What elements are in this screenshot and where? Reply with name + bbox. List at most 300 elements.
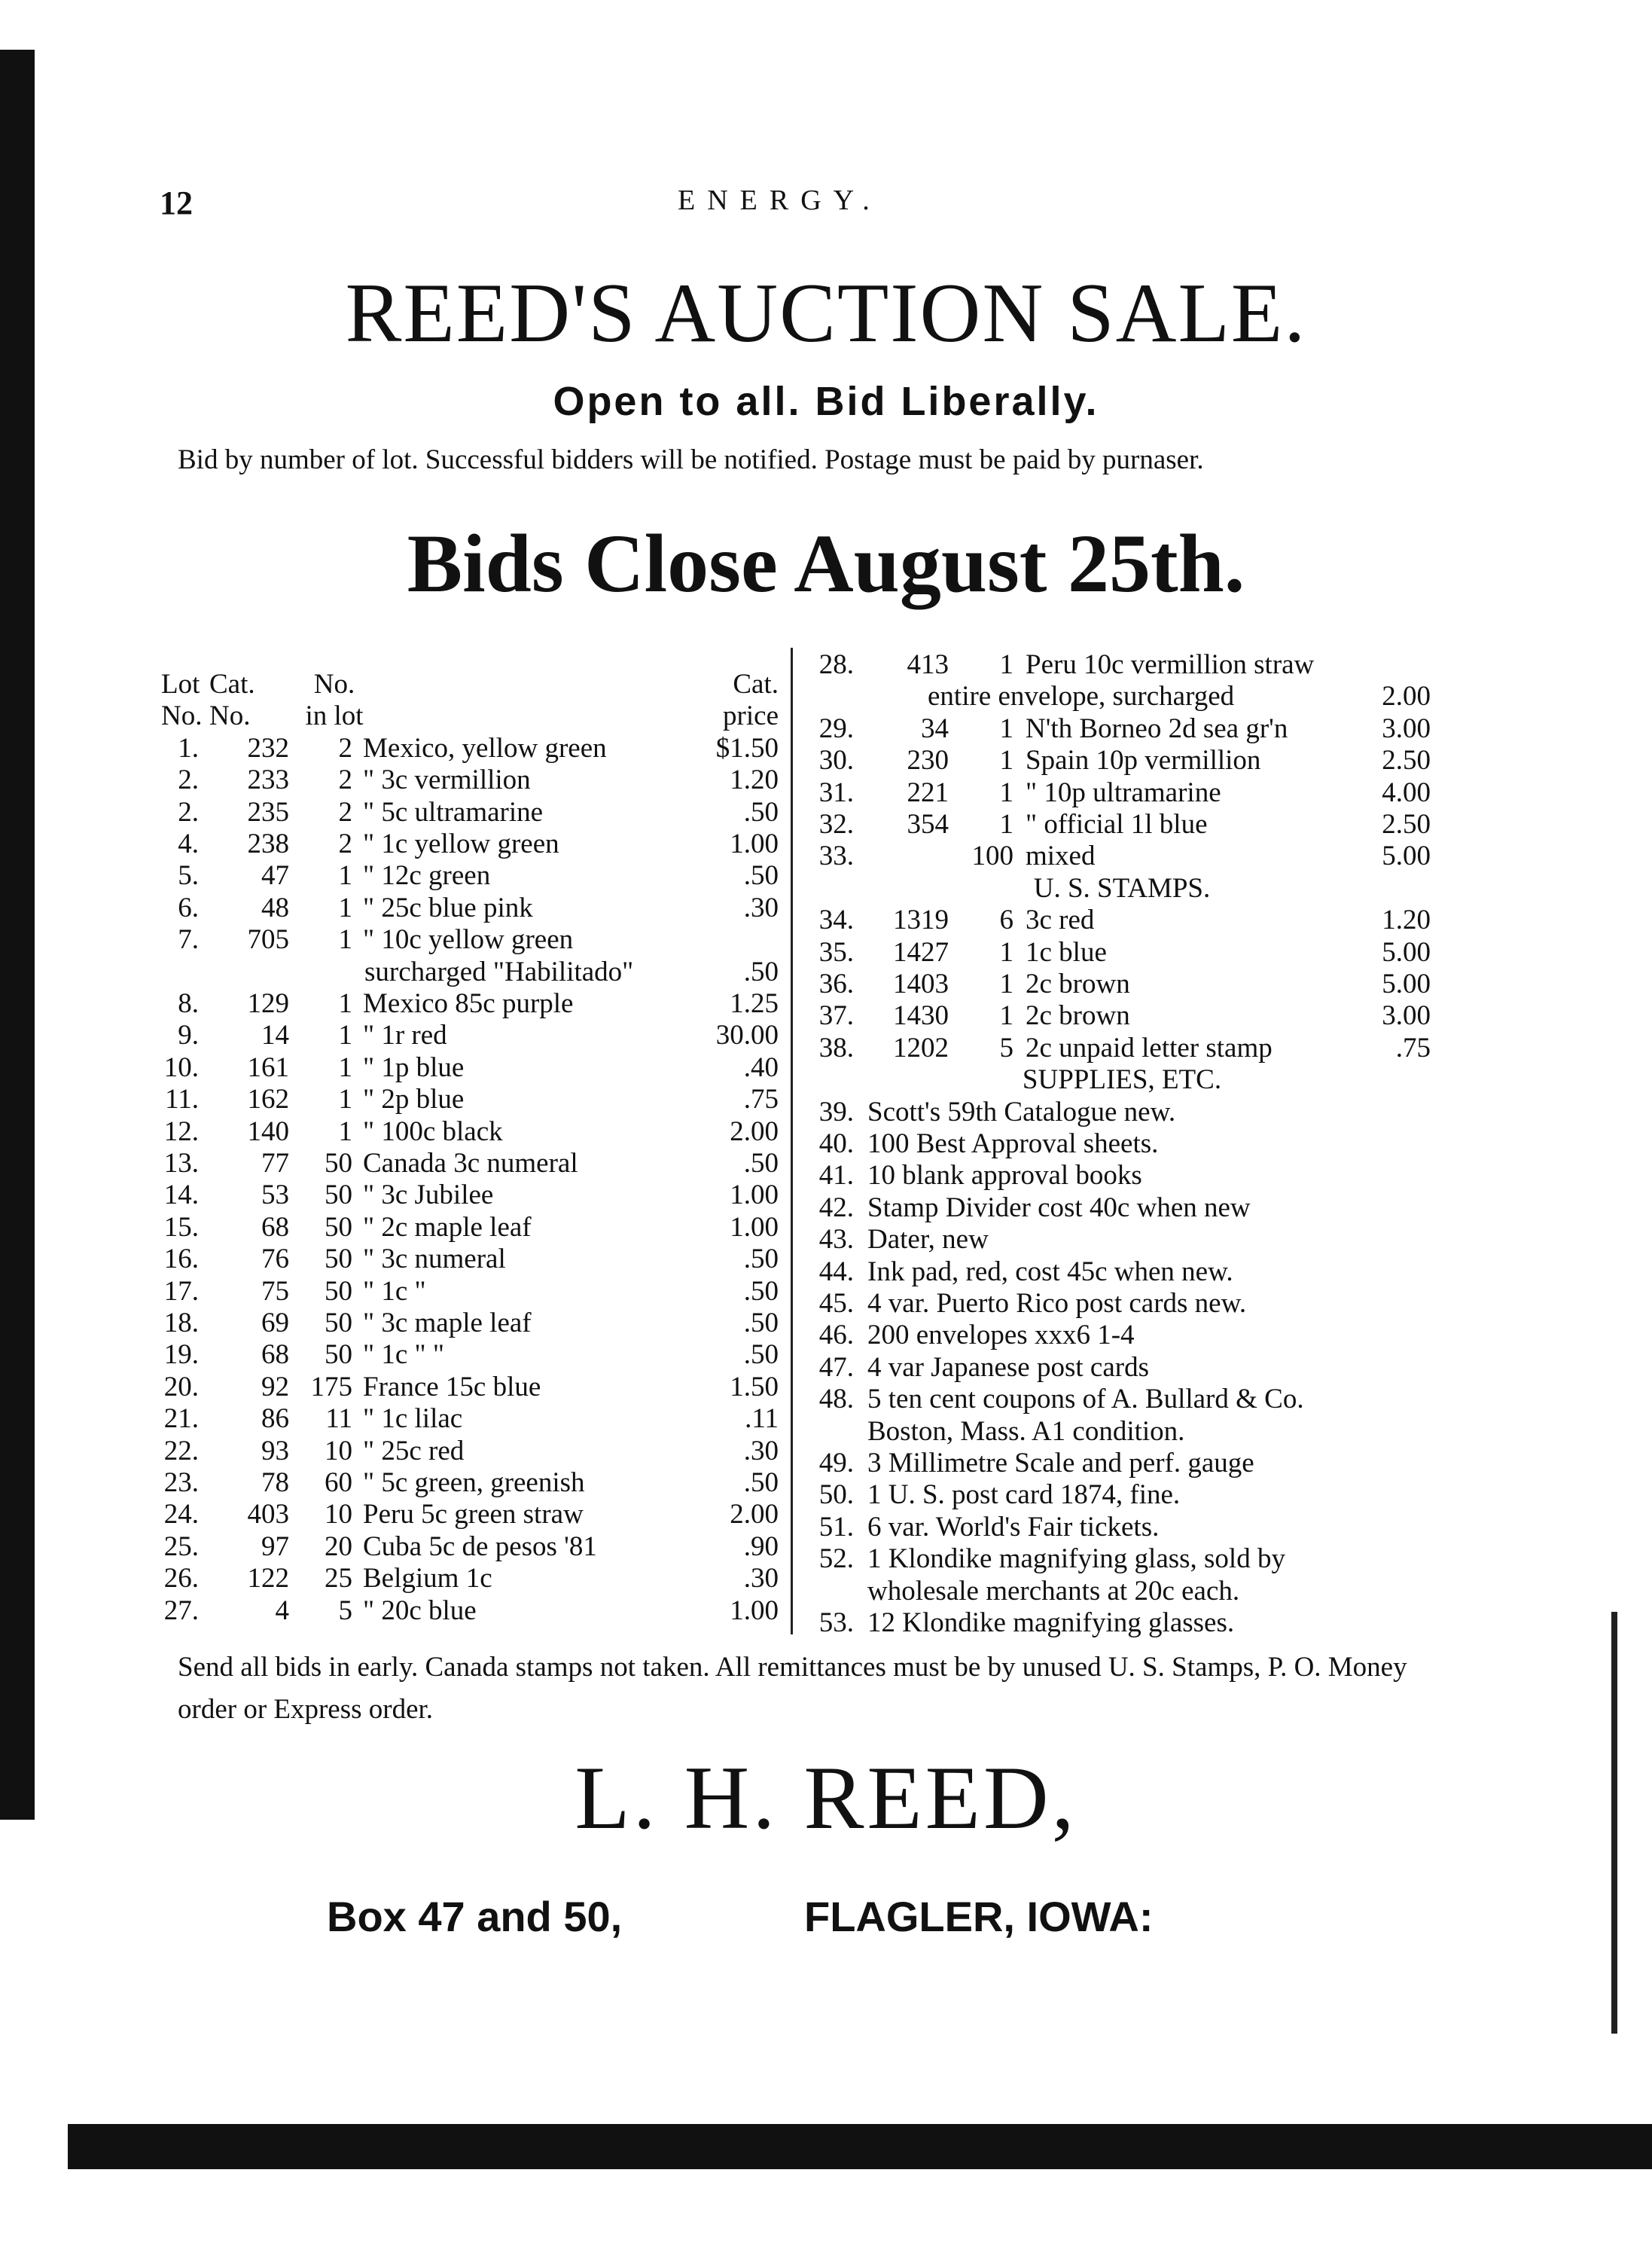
lot-number: 19. xyxy=(163,1339,199,1371)
catalogue-price: .30 xyxy=(743,1435,779,1466)
lot-quantity: 10 xyxy=(325,1499,352,1530)
lot-number: 26. xyxy=(163,1563,199,1595)
lot-quantity: 10 xyxy=(325,1435,352,1466)
stamp-description: 2c brown xyxy=(1026,969,1130,999)
catalogue-price: 5.00 xyxy=(1382,841,1431,872)
catalogue-price: .75 xyxy=(1395,1032,1431,1064)
lot-number: 6. xyxy=(178,892,199,923)
advertiser-name: L. H. REED, xyxy=(575,1747,1077,1848)
lot-number: 17. xyxy=(163,1275,199,1307)
catalogue-number: 93 xyxy=(261,1435,289,1466)
supply-description: 12 Klondike magnifying glasses. xyxy=(867,1607,1235,1638)
catalogue-price: 5.00 xyxy=(1382,969,1431,999)
lot-quantity: 6 xyxy=(999,905,1013,936)
lot-number: 22. xyxy=(163,1435,199,1466)
supply-description: 6 var. World's Fair tickets. xyxy=(867,1511,1160,1543)
catalogue-number: 47 xyxy=(261,860,289,892)
stamp-description: " 5c green, greenish xyxy=(363,1467,585,1498)
lot-row xyxy=(813,1128,1431,1160)
lot-quantity: 5 xyxy=(338,1595,352,1626)
header-lot: Lot xyxy=(161,669,200,700)
lot-row xyxy=(813,745,1431,777)
catalogue-number: 78 xyxy=(261,1467,289,1498)
lot-row xyxy=(161,1148,779,1179)
stamp-description: Mexico, yellow green xyxy=(363,732,607,764)
stamp-description: " 1c lilac xyxy=(363,1403,463,1435)
catalogue-number: 354 xyxy=(907,809,949,840)
stamp-description: " 100c black xyxy=(363,1115,503,1147)
catalogue-number: 76 xyxy=(261,1244,289,1275)
lot-number: 8. xyxy=(178,988,199,1019)
stamp-description: " 1c " " xyxy=(363,1339,444,1371)
supply-description: Boston, Mass. A1 condition. xyxy=(867,1415,1185,1447)
catalogue-number: 233 xyxy=(247,764,289,796)
catalogue-price: 1.25 xyxy=(730,988,779,1019)
catalogue-number: 97 xyxy=(261,1530,289,1562)
lot-row xyxy=(161,733,779,764)
lot-number: 14. xyxy=(163,1179,199,1211)
lot-row xyxy=(161,1436,779,1467)
lot-number: 2. xyxy=(178,796,199,828)
lot-number: 12. xyxy=(163,1115,199,1147)
catalogue-number: 69 xyxy=(261,1308,289,1338)
stamp-description: Spain 10p vermillion xyxy=(1026,745,1261,777)
lot-number: 38. xyxy=(818,1032,854,1064)
lot-quantity: 1 xyxy=(999,745,1013,777)
catalogue-price: 2.00 xyxy=(730,1499,779,1530)
supply-description: 4 var Japanese post cards xyxy=(867,1351,1149,1383)
stamp-description: " 5c ultramarine xyxy=(363,796,544,828)
lot-row xyxy=(813,1256,1431,1288)
lot-row xyxy=(161,957,779,988)
supply-description: 1 Klondike magnifying glass, sold by xyxy=(867,1543,1285,1575)
supply-description: Stamp Divider cost 40c when new xyxy=(867,1192,1251,1223)
lot-row xyxy=(161,764,779,796)
catalogue-price: 2.50 xyxy=(1382,809,1431,840)
catalogue-price: .90 xyxy=(743,1530,779,1562)
lot-number: 18. xyxy=(163,1308,199,1338)
lot-number: 34. xyxy=(818,905,854,936)
stamp-description: N'th Borneo 2d sea gr'n xyxy=(1026,713,1288,744)
lot-row xyxy=(161,1116,779,1148)
header-qty: in lot xyxy=(305,700,364,732)
lot-quantity: 1 xyxy=(999,969,1013,999)
lot-number: 20. xyxy=(163,1371,199,1402)
lot-number: 5. xyxy=(178,860,199,892)
supply-description: wholesale merchants at 20c each. xyxy=(867,1575,1240,1607)
catalogue-price: 5.00 xyxy=(1382,936,1431,968)
lot-row xyxy=(813,1448,1431,1479)
lot-number: 39. xyxy=(818,1096,854,1128)
catalogue-price: .50 xyxy=(743,1244,779,1275)
lot-number: 45. xyxy=(818,1288,854,1319)
page-number: 12 xyxy=(160,185,193,221)
catalogue-price: 1.00 xyxy=(730,1595,779,1626)
lot-number: 9. xyxy=(178,1020,199,1051)
lot-number: 44. xyxy=(818,1256,854,1287)
catalogue-price: 2.00 xyxy=(730,1115,779,1147)
lot-number: 30. xyxy=(818,745,854,777)
stamp-description: " 3c vermillion xyxy=(363,764,531,796)
catalogue-number: 1202 xyxy=(893,1032,949,1064)
catalogue-number: 129 xyxy=(247,988,289,1019)
catalogue-number: 1403 xyxy=(893,969,949,999)
address-city: FLAGLER, IOWA: xyxy=(804,1893,1154,1940)
catalogue-price: 2.50 xyxy=(1382,745,1431,777)
table-header-row xyxy=(161,669,779,700)
stamp-description: surcharged "Habilitado" xyxy=(364,956,634,987)
lot-row xyxy=(813,1607,1431,1639)
stamp-description: Mexico 85c purple xyxy=(363,988,574,1019)
catalogue-price: .40 xyxy=(743,1051,779,1083)
catalogue-number: 4 xyxy=(275,1595,289,1626)
lot-number: 16. xyxy=(163,1244,199,1275)
lot-quantity: 1 xyxy=(338,892,352,923)
lot-row xyxy=(813,649,1431,681)
catalogue-price: .50 xyxy=(743,956,779,987)
lot-quantity: 2 xyxy=(338,796,352,828)
stamp-description: " 1p blue xyxy=(363,1051,465,1083)
lot-row xyxy=(813,1576,1431,1607)
lot-quantity: 1 xyxy=(338,1115,352,1147)
lot-quantity: 25 xyxy=(325,1563,352,1595)
stamp-description: " 2p blue xyxy=(363,1084,465,1115)
stamp-description: " 1r red xyxy=(363,1020,447,1051)
scan-edge-bottom xyxy=(68,2124,1652,2169)
lot-row xyxy=(813,905,1431,936)
lot-number: 1. xyxy=(178,732,199,764)
ad-subtitle: Open to all. Bid Liberally. xyxy=(553,379,1099,424)
lot-row xyxy=(813,713,1431,745)
lot-number: 46. xyxy=(818,1320,854,1351)
catalogue-price: .50 xyxy=(743,1275,779,1307)
catalogue-number: 68 xyxy=(261,1339,289,1371)
lot-row xyxy=(161,1020,779,1051)
catalogue-price: 3.00 xyxy=(1382,1000,1431,1032)
catalogue-price: 1.00 xyxy=(730,1179,779,1211)
catalogue-number: 92 xyxy=(261,1371,289,1402)
catalogue-number: 68 xyxy=(261,1211,289,1243)
ad-title: REED'S AUCTION SALE. xyxy=(345,267,1307,360)
catalogue-price: .30 xyxy=(743,1563,779,1595)
catalogue-price: .50 xyxy=(743,1308,779,1338)
stamp-description: " 1c yellow green xyxy=(363,829,559,859)
catalogue-price: .50 xyxy=(743,860,779,892)
catalogue-price: 1.00 xyxy=(730,1211,779,1243)
lot-number: 31. xyxy=(818,777,854,808)
lot-number: 51. xyxy=(818,1511,854,1543)
lot-quantity: 1 xyxy=(338,1020,352,1051)
lot-quantity: 1 xyxy=(999,777,1013,808)
lot-quantity: 11 xyxy=(325,1403,352,1435)
stamp-description: " 10p ultramarine xyxy=(1026,777,1221,808)
catalogue-number: 14 xyxy=(261,1020,289,1051)
lot-number: 43. xyxy=(818,1224,854,1256)
catalogue-price: 30.00 xyxy=(715,1020,779,1051)
lot-quantity: 5 xyxy=(999,1032,1013,1064)
lot-quantity: 60 xyxy=(325,1467,352,1498)
lot-row xyxy=(813,809,1431,841)
supply-description: 10 blank approval books xyxy=(867,1160,1142,1192)
lot-row xyxy=(161,1179,779,1211)
supply-description: Dater, new xyxy=(867,1224,989,1256)
lot-row xyxy=(161,1339,779,1371)
stamp-description: " 20c blue xyxy=(363,1595,477,1626)
catalogue-price: .50 xyxy=(743,1339,779,1371)
lot-row xyxy=(813,1479,1431,1511)
lot-row xyxy=(161,1499,779,1530)
catalogue-number: 162 xyxy=(247,1084,289,1115)
address-box: Box 47 and 50, xyxy=(327,1893,623,1940)
catalogue-number: 1427 xyxy=(893,936,949,968)
section-heading-label: SUPPLIES, ETC. xyxy=(1022,1064,1222,1096)
stamp-description: Canada 3c numeral xyxy=(363,1148,578,1179)
lot-row xyxy=(813,1288,1431,1320)
supply-description: 3 Millimetre Scale and perf. gauge xyxy=(867,1448,1254,1479)
catalogue-number: 705 xyxy=(247,924,289,956)
lot-row xyxy=(813,1512,1431,1543)
catalogue-price: 1.50 xyxy=(730,1371,779,1402)
catalogue-price: .75 xyxy=(743,1084,779,1115)
stamp-description: Belgium 1c xyxy=(363,1563,492,1595)
section-heading-label: U. S. STAMPS. xyxy=(1033,872,1211,904)
lot-number: 35. xyxy=(818,936,854,968)
catalogue-number: 413 xyxy=(907,649,949,680)
lot-row xyxy=(813,1097,1431,1128)
lot-number: 28. xyxy=(818,649,854,680)
lot-row xyxy=(813,1384,1431,1415)
stamp-description: " 25c blue pink xyxy=(363,892,533,923)
catalogue-price: .50 xyxy=(743,1467,779,1498)
stamp-description: " 3c maple leaf xyxy=(363,1308,532,1338)
catalogue-number: 77 xyxy=(261,1148,289,1179)
catalogue-price: .50 xyxy=(743,1148,779,1179)
lot-number: 21. xyxy=(163,1403,199,1435)
lot-quantity: 1 xyxy=(999,649,1013,680)
lot-number: 42. xyxy=(818,1192,854,1223)
supply-description: Ink pad, red, cost 45c when new. xyxy=(867,1256,1233,1287)
lot-quantity: 1 xyxy=(338,1084,352,1115)
lot-quantity: 50 xyxy=(325,1275,352,1307)
lot-number: 24. xyxy=(163,1499,199,1530)
lot-row xyxy=(161,1403,779,1435)
catalogue-number: 230 xyxy=(907,745,949,777)
lot-row xyxy=(813,1192,1431,1224)
catalogue-number: 221 xyxy=(907,777,949,808)
catalogue-number: 232 xyxy=(247,732,289,764)
lot-row xyxy=(161,1308,779,1339)
lot-quantity: 50 xyxy=(325,1179,352,1211)
lot-number: 13. xyxy=(163,1148,199,1179)
lot-row xyxy=(813,1033,1431,1064)
lot-quantity: 100 xyxy=(971,841,1013,872)
lot-row xyxy=(813,1160,1431,1192)
header-price: Cat. xyxy=(733,669,779,700)
catalogue-price: .11 xyxy=(745,1403,779,1435)
bids-close-headline: Bids Close August 25th. xyxy=(407,517,1245,609)
lot-quantity: 50 xyxy=(325,1244,352,1275)
stamp-description: 1c blue xyxy=(1026,936,1107,968)
stamp-description: Cuba 5c de pesos '81 xyxy=(363,1530,597,1562)
lot-row xyxy=(161,1276,779,1308)
lot-row xyxy=(813,1320,1431,1351)
lot-quantity: 1 xyxy=(999,1000,1013,1032)
lot-number: 7. xyxy=(178,924,199,956)
supply-description: 4 var. Puerto Rico post cards new. xyxy=(867,1288,1247,1319)
lot-row xyxy=(813,937,1431,969)
lot-number: 40. xyxy=(818,1128,854,1159)
lot-number: 15. xyxy=(163,1211,199,1243)
catalogue-price: $1.50 xyxy=(715,732,779,764)
lot-row xyxy=(161,1372,779,1403)
stamp-description: 2c brown xyxy=(1026,1000,1130,1032)
remittance-note: Send all bids in early. Canada stamps not taken. All remittances must be by unused U. S. Stamps, P. O. Money order or Express order. xyxy=(178,1652,1407,1725)
lot-number: 47. xyxy=(818,1351,854,1383)
lot-quantity: 1 xyxy=(338,860,352,892)
catalogue-price: 1.00 xyxy=(730,829,779,859)
lot-row xyxy=(161,1531,779,1563)
lot-row xyxy=(161,1563,779,1595)
lot-quantity: 1 xyxy=(338,988,352,1019)
lot-row xyxy=(813,1416,1431,1448)
bidding-instructions: Bid by number of lot. Successful bidders will be notified. Postage must be paid by purnaser. xyxy=(178,444,1204,475)
lot-number: 27. xyxy=(163,1595,199,1626)
catalogue-number: 238 xyxy=(247,829,289,859)
lot-quantity: 50 xyxy=(325,1339,352,1371)
header-lot: No. xyxy=(161,700,203,732)
catalogue-price: 1.20 xyxy=(730,764,779,796)
catalogue-number: 1430 xyxy=(893,1000,949,1032)
stamp-description: mixed xyxy=(1026,841,1096,872)
supply-description: 100 Best Approval sheets. xyxy=(867,1128,1159,1159)
catalogue-number: 122 xyxy=(247,1563,289,1595)
lot-row xyxy=(161,797,779,829)
catalogue-number: 235 xyxy=(247,796,289,828)
stamp-description: Peru 10c vermillion straw xyxy=(1026,649,1315,680)
lot-row xyxy=(813,777,1431,809)
catalogue-number: 75 xyxy=(261,1275,289,1307)
catalogue-number: 86 xyxy=(261,1403,289,1435)
catalogue-number: 140 xyxy=(247,1115,289,1147)
catalogue-price: 4.00 xyxy=(1382,777,1431,808)
lot-row xyxy=(813,681,1431,713)
catalogue-price: 1.20 xyxy=(1382,905,1431,936)
lot-row xyxy=(161,1244,779,1275)
lot-row xyxy=(161,1212,779,1244)
catalogue-number: 34 xyxy=(921,713,949,744)
lot-quantity: 50 xyxy=(325,1211,352,1243)
stamp-description: " 1c " xyxy=(363,1275,426,1307)
lot-number: 29. xyxy=(818,713,854,744)
supply-description: 1 U. S. post card 1874, fine. xyxy=(867,1479,1181,1511)
stamp-description: " 10c yellow green xyxy=(363,924,574,956)
lot-row xyxy=(161,860,779,892)
header-cat: No. xyxy=(209,700,251,732)
lot-quantity: 2 xyxy=(338,732,352,764)
lot-quantity: 175 xyxy=(310,1371,352,1402)
stamp-description: " 3c Jubilee xyxy=(363,1179,494,1211)
header-price: price xyxy=(723,700,779,732)
lot-number: 53. xyxy=(818,1607,854,1638)
catalogue-number: 403 xyxy=(247,1499,289,1530)
stamp-description: " official 1l blue xyxy=(1026,809,1208,840)
stamp-description: France 15c blue xyxy=(363,1371,541,1402)
lot-quantity: 1 xyxy=(338,924,352,956)
lot-number: 25. xyxy=(163,1530,199,1562)
catalogue-number: 53 xyxy=(261,1179,289,1211)
section-heading xyxy=(813,1064,1431,1096)
stamp-description: " 2c maple leaf xyxy=(363,1211,532,1243)
lot-quantity: 50 xyxy=(325,1148,352,1179)
catalogue-price: 3.00 xyxy=(1382,713,1431,744)
lot-row xyxy=(161,1084,779,1115)
lot-row xyxy=(161,988,779,1020)
lot-quantity: 1 xyxy=(999,809,1013,840)
lot-quantity: 2 xyxy=(338,764,352,796)
lot-quantity: 2 xyxy=(338,829,352,859)
lot-row xyxy=(813,1543,1431,1575)
lot-number: 33. xyxy=(818,841,854,872)
lot-number: 11. xyxy=(165,1084,199,1115)
lot-row xyxy=(161,1052,779,1084)
stamp-description: " 12c green xyxy=(363,860,491,892)
catalogue-number: 1319 xyxy=(893,905,949,936)
lot-number: 32. xyxy=(818,809,854,840)
supply-description: Scott's 59th Catalogue new. xyxy=(867,1096,1176,1128)
lot-row xyxy=(813,1000,1431,1032)
stamp-description: " 3c numeral xyxy=(363,1244,506,1275)
catalogue-price: 2.00 xyxy=(1382,681,1431,713)
lot-number: 23. xyxy=(163,1467,199,1498)
section-heading xyxy=(813,873,1431,905)
running-head: ENERGY. xyxy=(678,185,882,216)
lot-number: 50. xyxy=(818,1479,854,1511)
lot-number: 2. xyxy=(178,764,199,796)
header-qty: No. xyxy=(313,669,355,700)
lot-number: 48. xyxy=(818,1384,854,1415)
lot-row xyxy=(161,829,779,860)
catalogue-number: 48 xyxy=(261,892,289,923)
stamp-description: " 25c red xyxy=(363,1435,465,1466)
lot-row xyxy=(161,893,779,924)
lot-number: 41. xyxy=(818,1160,854,1192)
lot-row xyxy=(813,969,1431,1000)
lot-number: 49. xyxy=(818,1448,854,1479)
lot-quantity: 1 xyxy=(999,713,1013,744)
stamp-description: Peru 5c green straw xyxy=(363,1499,584,1530)
lot-row xyxy=(813,841,1431,872)
lot-number: 4. xyxy=(178,829,199,859)
catalogue-number: 161 xyxy=(247,1051,289,1083)
stamp-description: 3c red xyxy=(1026,905,1095,936)
lot-number: 52. xyxy=(818,1543,854,1575)
lot-quantity: 1 xyxy=(338,1051,352,1083)
column-divider xyxy=(791,648,793,1634)
catalogue-price: .50 xyxy=(743,796,779,828)
table-header-row xyxy=(161,700,779,732)
header-cat: Cat. xyxy=(209,669,255,700)
catalogue-price: .30 xyxy=(743,892,779,923)
supply-description: 5 ten cent coupons of A. Bullard & Co. xyxy=(867,1384,1304,1415)
lot-row xyxy=(161,1595,779,1627)
lot-quantity: 1 xyxy=(999,936,1013,968)
lot-number: 10. xyxy=(163,1051,199,1083)
lot-quantity: 20 xyxy=(325,1530,352,1562)
stamp-description: entire envelope, surcharged xyxy=(928,681,1235,713)
lot-row xyxy=(813,1224,1431,1256)
lot-row xyxy=(161,1467,779,1499)
lot-number: 37. xyxy=(818,1000,854,1032)
